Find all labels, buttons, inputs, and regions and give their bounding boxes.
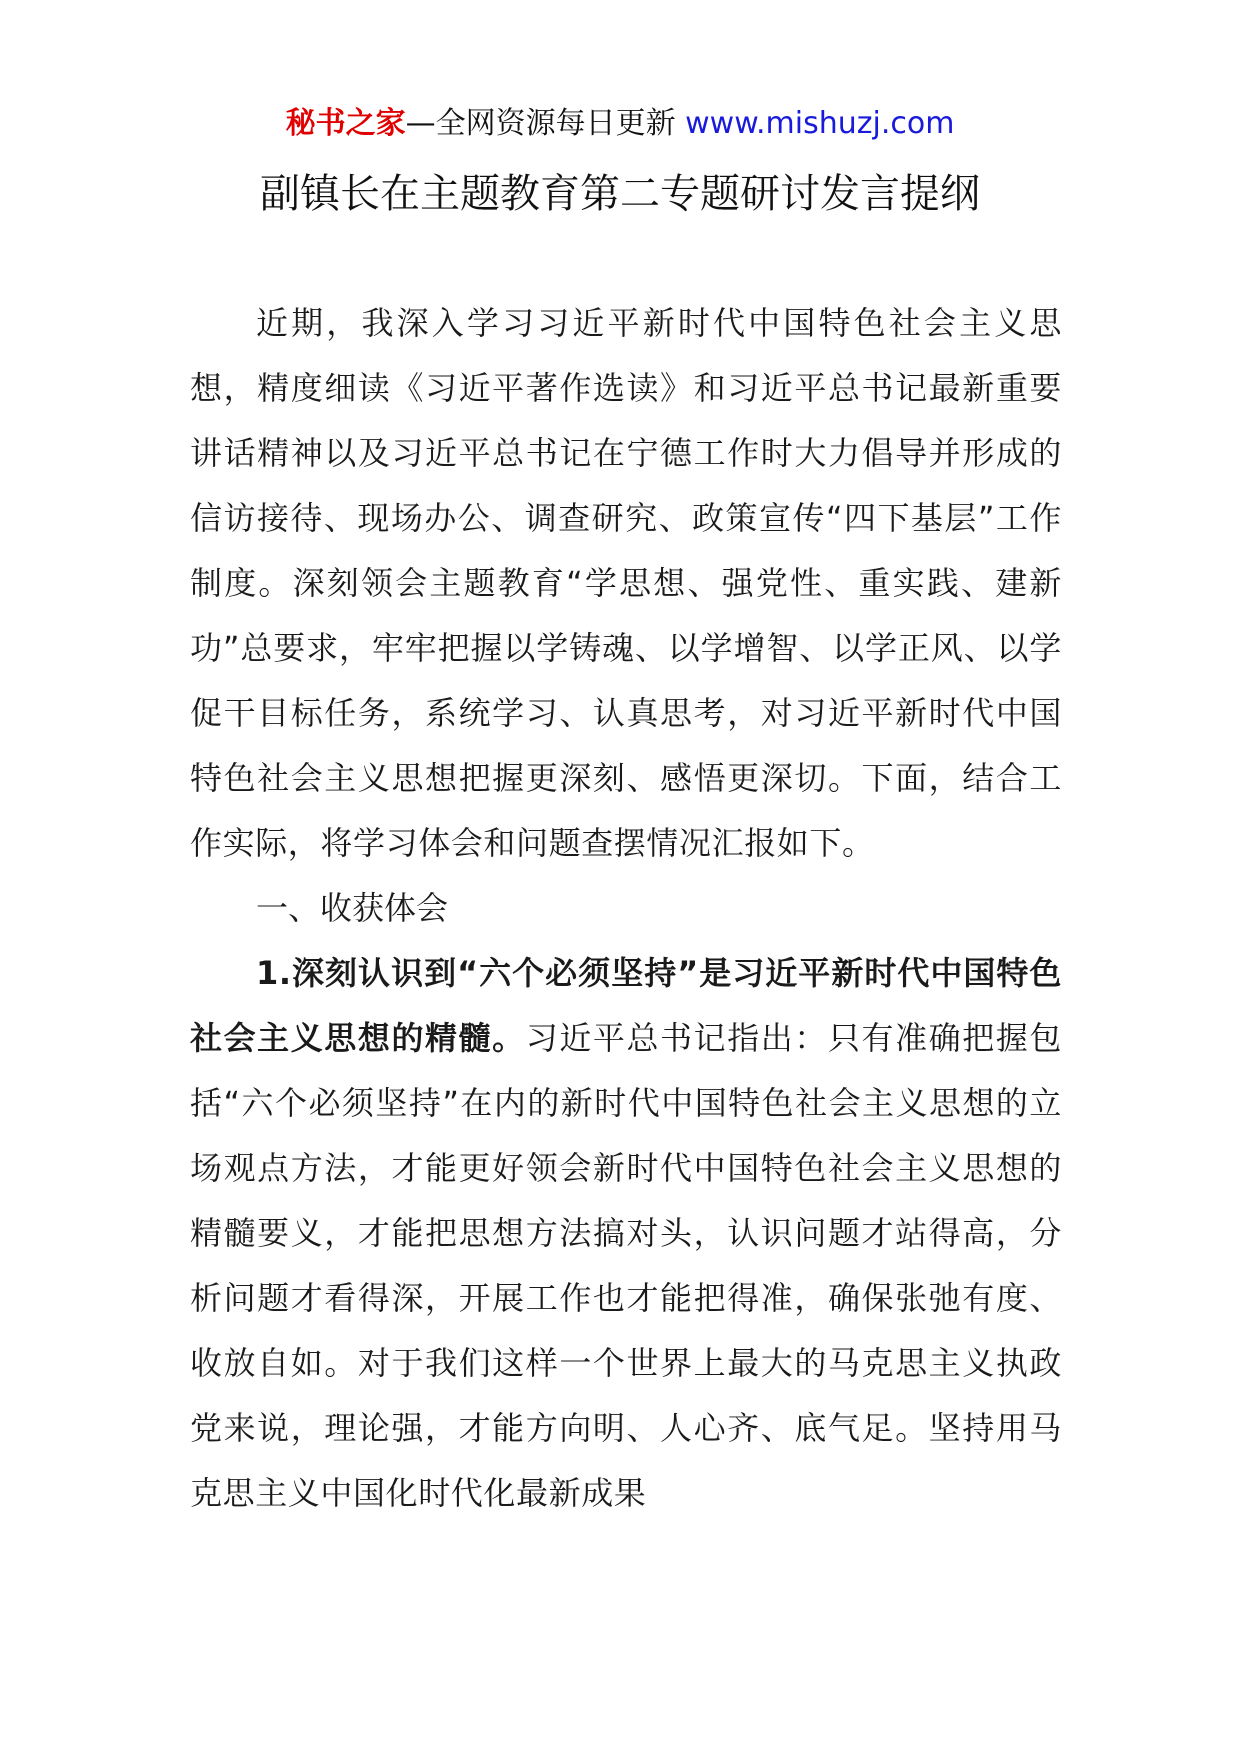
intro-paragraph: 近期，我深入学习习近平新时代中国特色社会主义思想，精度细读《习近平著作选读》和习近平总书记最新重要讲话精神以及习近平总书记在宁德工作时大力倡导并形成的信访接待、现场办公、调查研究、政策宣传“四下基层”工作制度。深刻领会主题教育“学思想、强党性、重实践、建新功”总要求，牢牢把握以学铸魂、以学增智、以学正风、以学促干目标任务，系统学习、认真思考，对习近平新时代中国特色社会主义思想把握更深刻、感悟更深切。下面，结合工作实际，将学习体会和问题查摆情况汇报如下。: [190, 304, 1062, 862]
point-1-text: 习近平总书记指出：只有准确把握包括“六个必须坚持”在内的新时代中国特色社会主义思想的立场观点方法，才能更好领会新时代中国特色社会主义思想的精髓要义，才能把思想方法搞对头，认识问题才站得高，分析问题才看得深，开展工作也才能把得准，确保张弛有度、收放自如。对于我们这样一个世界上最大的马克思主义执政党来说，理论强，才能方向明、人心齐、底气足。坚持用马克思主义中国化时代化最新成果: [190, 1019, 1062, 1512]
site-url-link[interactable]: www.mishuzj.com: [685, 106, 955, 141]
site-header: [0, 104, 1240, 144]
point-1-heading: 1.深刻认识到“六个必须坚持”是习近平新时代中国特色社会主义思想的精髓。: [190, 954, 1062, 1057]
section-heading-gains: 一、收获体会: [256, 889, 449, 927]
point-1-paragraph: [190, 941, 1062, 1526]
document-title: 副镇长在主题教育第二专题研讨发言提纲: [260, 171, 980, 217]
header-tagline: —全网资源每日更新: [405, 106, 686, 141]
document-body: [190, 291, 1062, 1526]
brand-name: 秘书之家: [285, 106, 406, 141]
